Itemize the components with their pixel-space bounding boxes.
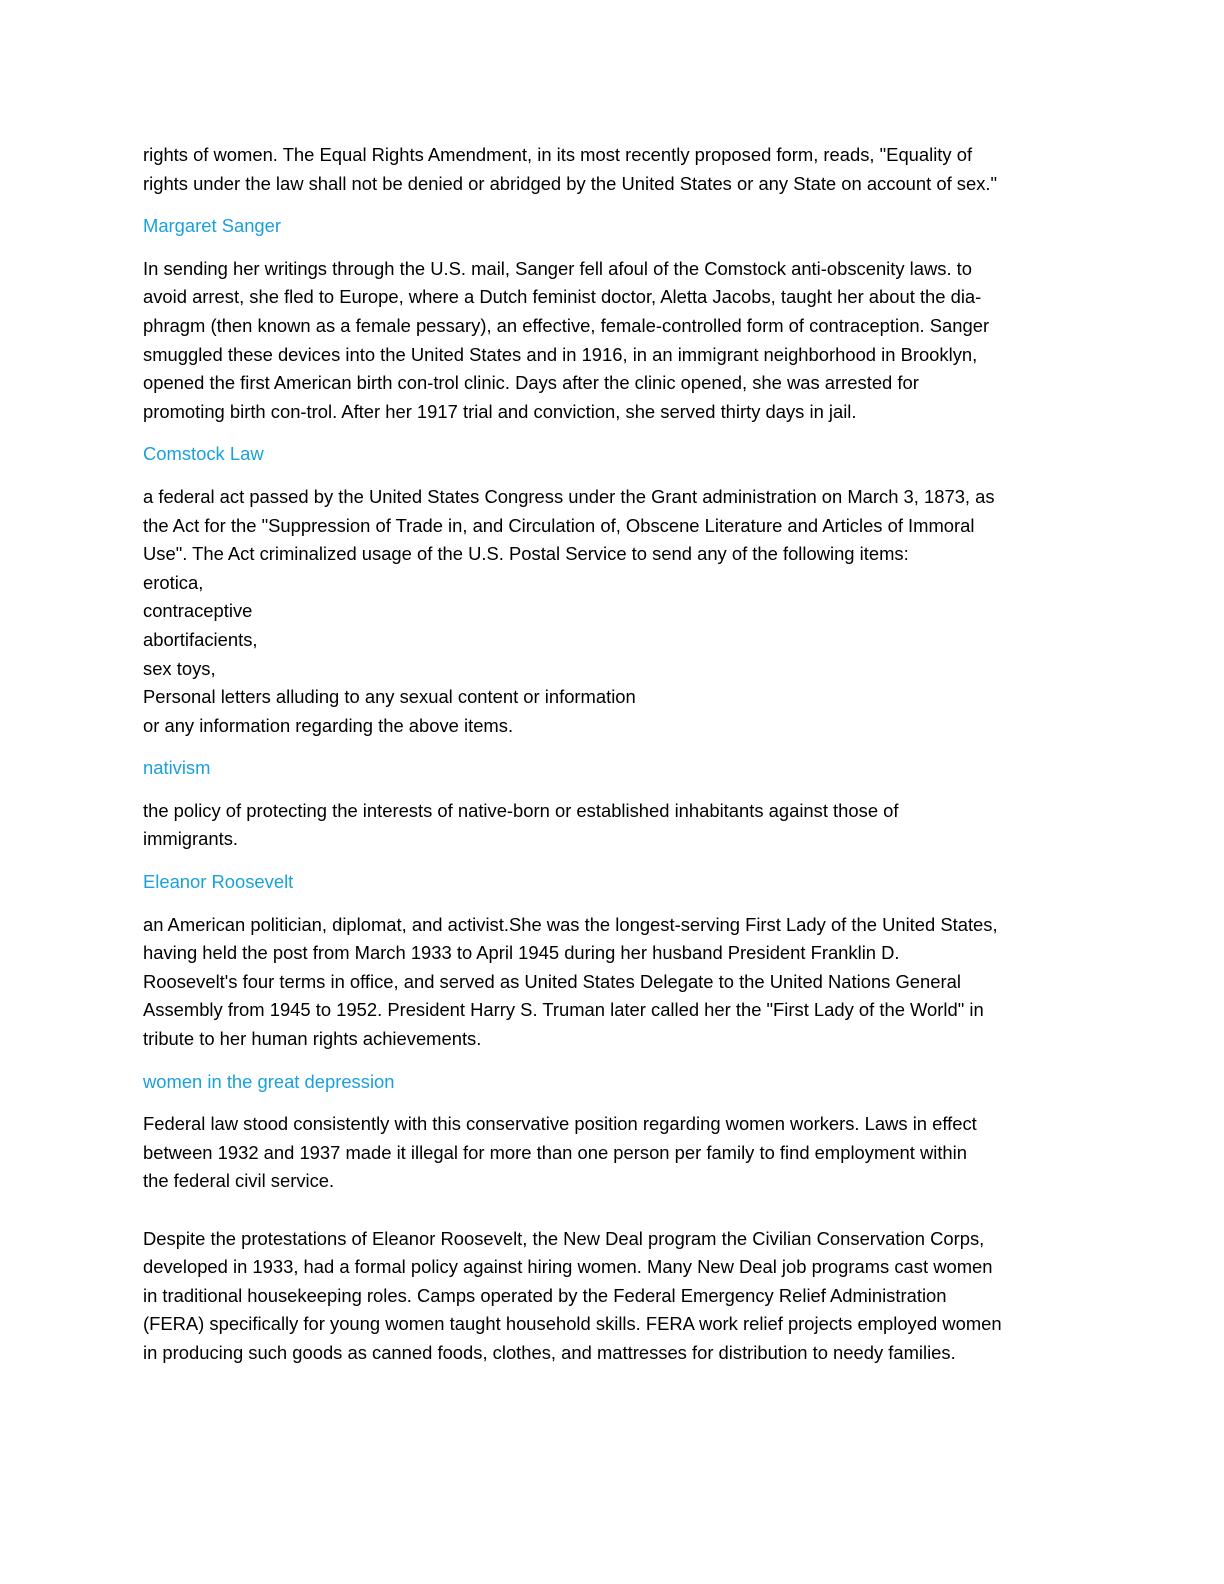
body-line: In sending her writings through the U.S. mail, Sanger fell afoul of the Comstock anti-obscenity laws. to <box>143 257 973 279</box>
list-item: Personal letters alluding to any sexual content or information <box>143 686 636 708</box>
body-line: avoid arrest, she fled to Europe, where a Dutch feminist doctor, Aletta Jacobs, taught her about the dia- <box>143 286 982 308</box>
body-line: having held the post from March 1933 to April 1945 during her husband President Franklin D. <box>143 942 900 964</box>
section-body-women-great-depression-1 <box>143 1110 1083 1196</box>
list-item: or any information regarding the above items. <box>143 714 514 736</box>
document-content <box>143 141 1083 1382</box>
section-body-women-great-depression-2 <box>143 1225 1083 1368</box>
body-line: the federal civil service. <box>143 1170 335 1192</box>
body-line: phragm (then known as a female pessary), an effective, female-controlled form of contraception. Sanger <box>143 314 990 336</box>
body-line: the Act for the "Suppression of Trade in, and Circulation of, Obscene Literature and Articles of Immoral <box>143 514 975 536</box>
list-item: abortifacients, <box>143 628 258 650</box>
list-item: erotica, <box>143 571 204 593</box>
intro-line: rights under the law shall not be denied or abridged by the United States or any State on account of sex." <box>143 172 998 194</box>
list-item: sex toys, <box>143 657 216 679</box>
body-line: Assembly from 1945 to 1952. President Harry S. Truman later called her the "First Lady of the World" in <box>143 999 984 1021</box>
section-heading-comstock-law: Comstock Law <box>143 443 264 465</box>
body-line: a federal act passed by the United States Congress under the Grant administration on March 3, 1873, as <box>143 485 995 507</box>
body-line: smuggled these devices into the United States and in 1916, in an immigrant neighborhood in Brooklyn, <box>143 343 978 365</box>
body-line: immigrants. <box>143 828 239 850</box>
body-line: promoting birth con-trol. After her 1917 trial and conviction, she served thirty days in jail. <box>143 400 857 422</box>
section-body-nativism <box>143 797 1083 854</box>
section-heading-eleanor-roosevelt: Eleanor Roosevelt <box>143 871 294 893</box>
body-line: developed in 1933, had a formal policy against hiring women. Many New Deal job programs cast women <box>143 1256 993 1278</box>
section-heading-margaret-sanger: Margaret Sanger <box>143 215 282 237</box>
section-body-margaret-sanger <box>143 255 1083 427</box>
body-line: in traditional housekeeping roles. Camps operated by the Federal Emergency Relief Administration <box>143 1284 947 1306</box>
intro-line: rights of women. The Equal Rights Amendment, in its most recently proposed form, reads, "Equality of <box>143 144 973 165</box>
section-body-comstock-law <box>143 483 1083 740</box>
body-line: (FERA) specifically for young women taught household skills. FERA work relief projects employed women <box>143 1313 1002 1335</box>
body-line: Federal law stood consistently with this conservative position regarding women workers. Laws in effect <box>143 1113 977 1135</box>
section-heading-nativism: nativism <box>143 757 211 779</box>
body-line: an American politician, diplomat, and activist.She was the longest-serving First Lady of the United States, <box>143 913 998 935</box>
section-body-eleanor-roosevelt <box>143 911 1083 1054</box>
body-line: Despite the protestations of Eleanor Roosevelt, the New Deal program the Civilian Conservation Corps, <box>143 1227 985 1249</box>
section-heading-women-great-depression: women in the great depression <box>143 1070 395 1092</box>
body-line: opened the first American birth con-trol clinic. Days after the clinic opened, she was arrested for <box>143 372 919 394</box>
list-item: contraceptive <box>143 600 253 622</box>
blank-line <box>143 1196 1083 1225</box>
body-line: tribute to her human rights achievements. <box>143 1028 482 1050</box>
body-line: between 1932 and 1937 made it illegal for more than one person per family to find employment within <box>143 1141 967 1163</box>
body-line: Use". The Act criminalized usage of the U.S. Postal Service to send any of the following items: <box>143 543 909 565</box>
body-line: in producing such goods as canned foods, clothes, and mattresses for distribution to needy families. <box>143 1341 956 1363</box>
intro-paragraph <box>143 141 1083 198</box>
body-line: Roosevelt's four terms in office, and served as United States Delegate to the United Nations General <box>143 970 961 992</box>
body-line: the policy of protecting the interests of native-born or established inhabitants against those of <box>143 799 899 821</box>
